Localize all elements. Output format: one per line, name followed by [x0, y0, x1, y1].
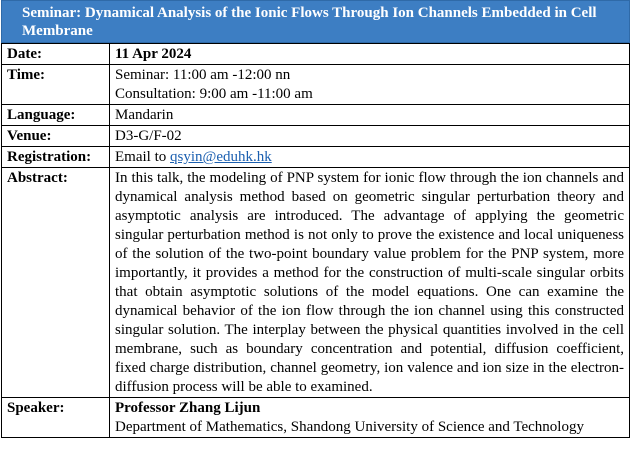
speaker-value — [110, 398, 630, 438]
registration-email-link[interactable]: qsyin@eduhk.hk — [170, 149, 272, 165]
abstract-row — [2, 168, 630, 398]
speaker-row — [2, 398, 630, 438]
abstract-text: In this talk, the modeling of PNP system for ionic flow through the ion channels and dynamical analysis method based on geometric singular perturbation theory and asymptotic analysis are introduced. The advantage of applying the geometric singular perturbation method is not only to prove the existence and local uniqueness of the solution of the two-point boundary value problem for the PNP system, more importantly, it provides a method for the construction of multi-scale singular orbits that obtain asymptotic solutions of the model equations. One can examine the dynamical behavior of the ion flow through the ion channel using this constructed singular solution. The interplay between the physical quantities involved in the cell membrane, such as boundary concentration and potential, diffusion coefficient, fixed charge distribution, channel geometry, ion valence and ion size in the electron-diffusion process will be able to examined. — [110, 168, 630, 398]
seminar-details-table — [1, 43, 630, 438]
venue-value: D3-G/F-02 — [110, 126, 630, 147]
date-value: 11 Apr 2024 — [110, 44, 630, 65]
date-row — [2, 44, 630, 65]
speaker-affiliation: Department of Mathematics, Shandong University of Science and Technology — [115, 419, 584, 435]
abstract-label: Abstract: — [2, 168, 110, 398]
registration-label: Registration: — [2, 147, 110, 168]
language-label: Language: — [2, 105, 110, 126]
time-value — [110, 65, 630, 105]
speaker-label: Speaker: — [2, 398, 110, 438]
speaker-name: Professor Zhang Lijun — [115, 400, 261, 416]
registration-prefix: Email to — [115, 149, 170, 165]
registration-value — [110, 147, 630, 168]
venue-label: Venue: — [2, 126, 110, 147]
seminar-time: Seminar: 11:00 am -12:00 nn — [115, 67, 291, 83]
seminar-title: Seminar: Dynamical Analysis of the Ionic Flows Through Ion Channels Embedded in Cell Membrane — [1, 0, 630, 43]
language-row — [2, 105, 630, 126]
consultation-time: Consultation: 9:00 am -11:00 am — [115, 86, 313, 102]
time-label: Time: — [2, 65, 110, 105]
seminar-info-page — [1, 0, 630, 438]
registration-row — [2, 147, 630, 168]
date-label: Date: — [2, 44, 110, 65]
venue-row — [2, 126, 630, 147]
time-row — [2, 65, 630, 105]
language-value: Mandarin — [110, 105, 630, 126]
